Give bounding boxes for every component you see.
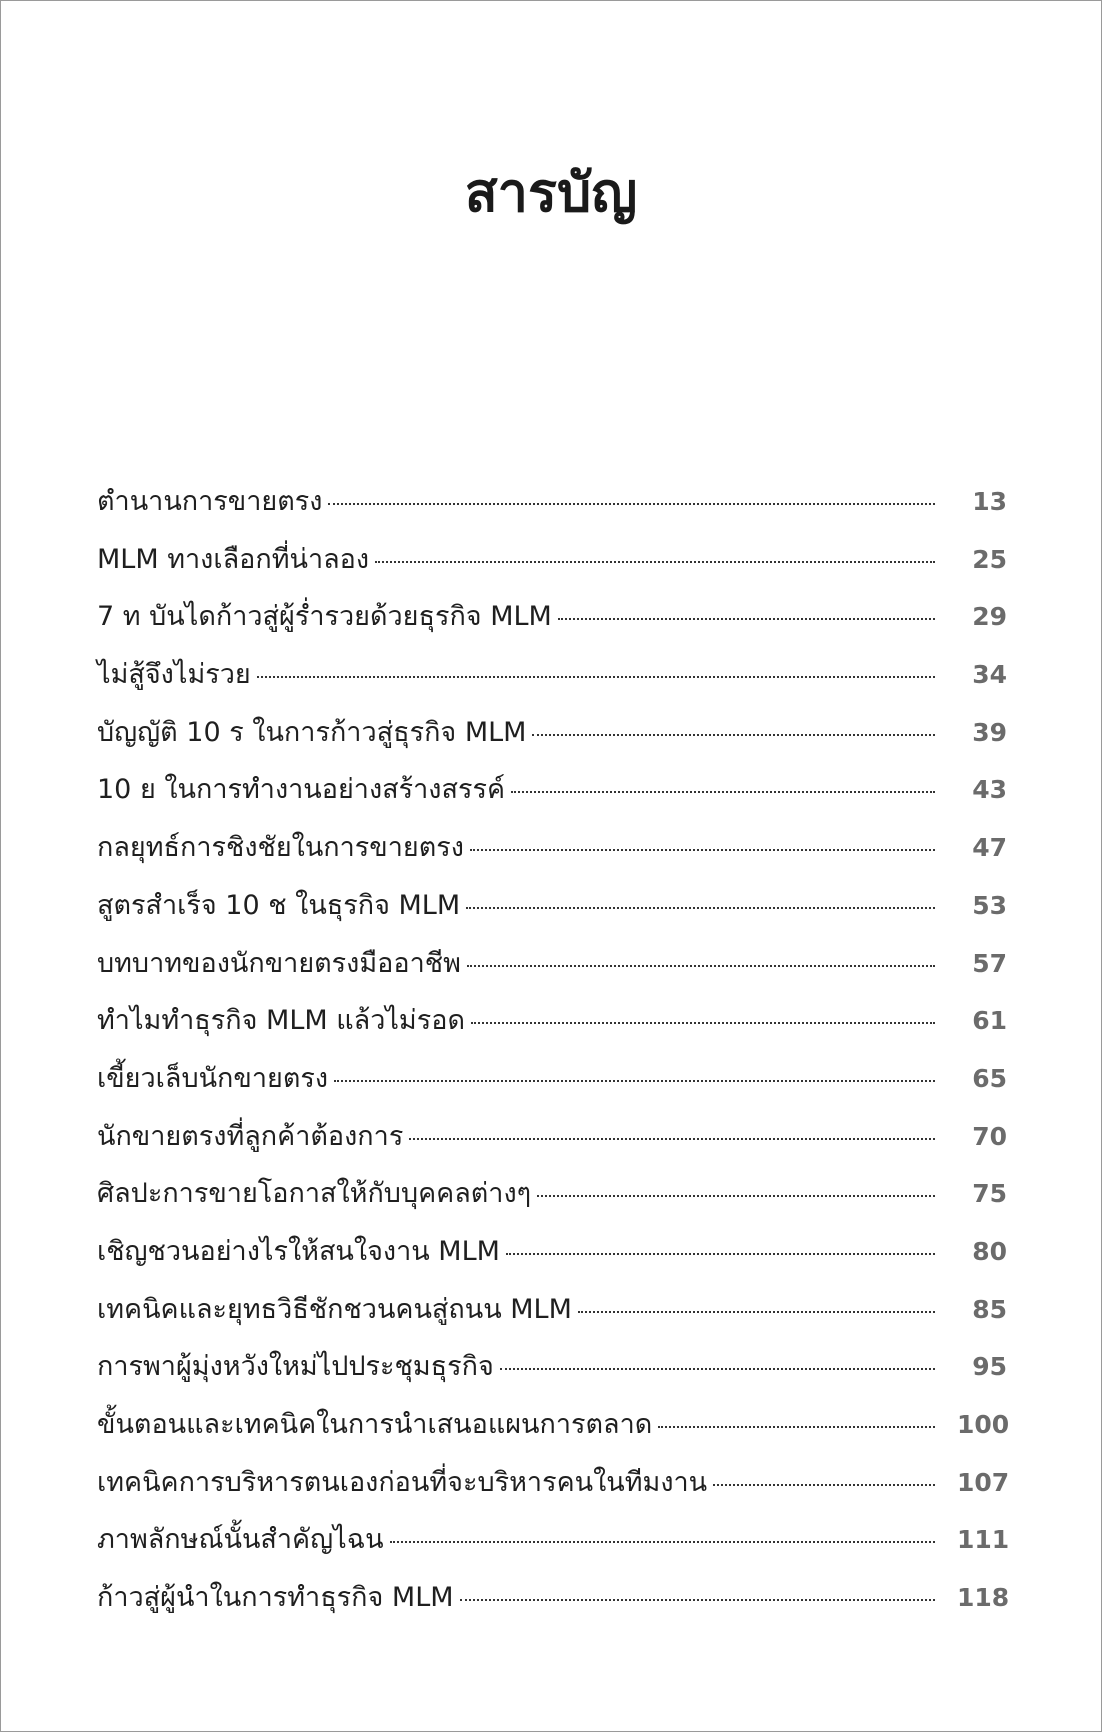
dot-leader — [257, 676, 935, 678]
toc-entry-title: ก้าวสู่ผู้นำในการทำธุรกิจ MLM — [97, 1582, 454, 1614]
toc-entry-page-number: 13 — [972, 487, 1007, 516]
toc-entry-page-number: 47 — [972, 833, 1007, 863]
toc-entry-title: นักขายตรงที่ลูกค้าต้องการ — [97, 1120, 404, 1152]
dot-leader — [500, 1368, 935, 1370]
dot-leader — [532, 734, 935, 736]
toc-entry-title: 7 ท บันไดก้าวสู่ผู้ร่ำรวยด้วยธุรกิจ MLM — [97, 601, 552, 633]
toc-entry-page-number: 85 — [972, 1294, 1007, 1324]
toc-entry — [97, 652, 1007, 710]
toc-entry-page-number: 39 — [972, 717, 1007, 747]
toc-entry-title: กลยุทธ์การชิงชัยในการขายตรง — [97, 832, 464, 864]
toc-entry-title: ทำไมทำธุรกิจ MLM แล้วไม่รอด — [97, 1005, 465, 1037]
toc-entry-page-number: 65 — [972, 1063, 1007, 1093]
toc-entry-title: ขั้นตอนและเทคนิคในการนำเสนอแผนการตลาด — [97, 1409, 653, 1440]
dot-leader — [328, 503, 935, 505]
toc-entry-page-number: 118 — [957, 1583, 1010, 1613]
toc-entry-page-number: 61 — [972, 1006, 1007, 1036]
toc-entry-title: บัญญัติ 10 ร ในการก้าวสู่ธุรกิจ MLM — [97, 716, 527, 748]
dot-leader — [375, 561, 935, 563]
toc-entry — [97, 594, 1007, 652]
toc-entry-page-number: 80 — [972, 1236, 1007, 1266]
dot-leader — [470, 849, 935, 851]
dot-leader — [460, 1599, 935, 1601]
toc-entry — [97, 1287, 1007, 1345]
dot-leader — [506, 1253, 935, 1255]
toc-entry — [97, 1402, 1010, 1460]
toc-entry — [97, 1229, 1007, 1287]
toc-entry-title: ภาพลักษณ์นั้นสำคัญไฉน — [97, 1524, 384, 1556]
toc-entry — [97, 1517, 1010, 1575]
toc-entry-title: บทบาทของนักขายตรงมืออาชีพ — [97, 947, 461, 979]
toc-entry-page-number: 53 — [972, 890, 1007, 920]
toc-entry — [97, 1171, 1007, 1229]
toc-entry-title: เขี้ยวเล็บนักขายตรง — [97, 1062, 329, 1094]
dot-leader — [511, 791, 935, 793]
toc-entry-page-number: 34 — [972, 660, 1007, 690]
toc-entry — [97, 1575, 1010, 1633]
dot-leader — [713, 1484, 935, 1486]
toc-entry-page-number: 107 — [957, 1467, 1010, 1497]
toc-title: สารบัญ — [464, 161, 638, 224]
toc-entry-page-number: 95 — [972, 1352, 1007, 1382]
toc-entry — [97, 825, 1007, 883]
toc-entry-title: ตำนานการขายตรง — [97, 486, 323, 517]
toc-entry — [97, 710, 1007, 768]
toc-entry-title: เชิญชวนอย่างไรให้สนใจงาน MLM — [97, 1235, 500, 1267]
toc-entry-page-number: 111 — [957, 1525, 1010, 1555]
dot-leader — [537, 1195, 935, 1197]
toc-entry — [97, 1056, 1007, 1114]
toc-entry-title: การพาผู้มุ่งหวังใหม่ไปประชุมธุรกิจ — [97, 1351, 494, 1383]
toc-entry-title: ไม่สู้จึงไม่รวย — [97, 659, 251, 691]
dot-leader — [390, 1541, 935, 1543]
toc-entry — [97, 998, 1007, 1056]
toc-entry — [97, 1460, 1010, 1518]
toc-entry — [97, 767, 1007, 825]
toc-entry — [97, 1114, 1007, 1172]
dot-leader — [578, 1311, 935, 1313]
toc-entry — [97, 1344, 1007, 1402]
toc-entry-title: 10 ย ในการทำงานอย่างสร้างสรรค์ — [97, 774, 506, 806]
dot-leader — [658, 1426, 935, 1428]
toc-entry-page-number: 75 — [972, 1179, 1007, 1209]
toc-entry-page-number: 29 — [972, 602, 1007, 632]
toc-entry-title: สูตรสำเร็จ 10 ช ในธุรกิจ MLM — [97, 889, 461, 921]
dot-leader — [409, 1138, 935, 1140]
toc-entry-title: MLM ทางเลือกที่น่าลอง — [97, 543, 370, 575]
toc-entry-page-number: 43 — [972, 775, 1007, 805]
dot-leader — [467, 965, 935, 967]
dot-leader — [334, 1080, 935, 1082]
table-of-contents — [97, 479, 1010, 1633]
toc-entry-page-number: 100 — [957, 1410, 1010, 1439]
dot-leader — [471, 1022, 935, 1024]
toc-entry-page-number: 57 — [972, 948, 1007, 978]
toc-entry-page-number: 25 — [972, 544, 1007, 574]
dot-leader — [466, 907, 935, 909]
toc-entry — [97, 941, 1007, 999]
toc-entry — [97, 479, 1007, 537]
toc-entry — [97, 883, 1007, 941]
toc-entry — [97, 537, 1007, 595]
toc-entry-page-number: 70 — [972, 1121, 1007, 1151]
toc-entry-title: ศิลปะการขายโอกาสให้กับบุคคลต่างๆ — [97, 1178, 532, 1210]
toc-entry-title: เทคนิคและยุทธวิธีชักชวนคนสู่ถนน MLM — [97, 1293, 572, 1325]
dot-leader — [558, 618, 935, 620]
toc-entry-title: เทคนิคการบริหารตนเองก่อนที่จะบริหารคนในทีมงาน — [97, 1466, 708, 1498]
